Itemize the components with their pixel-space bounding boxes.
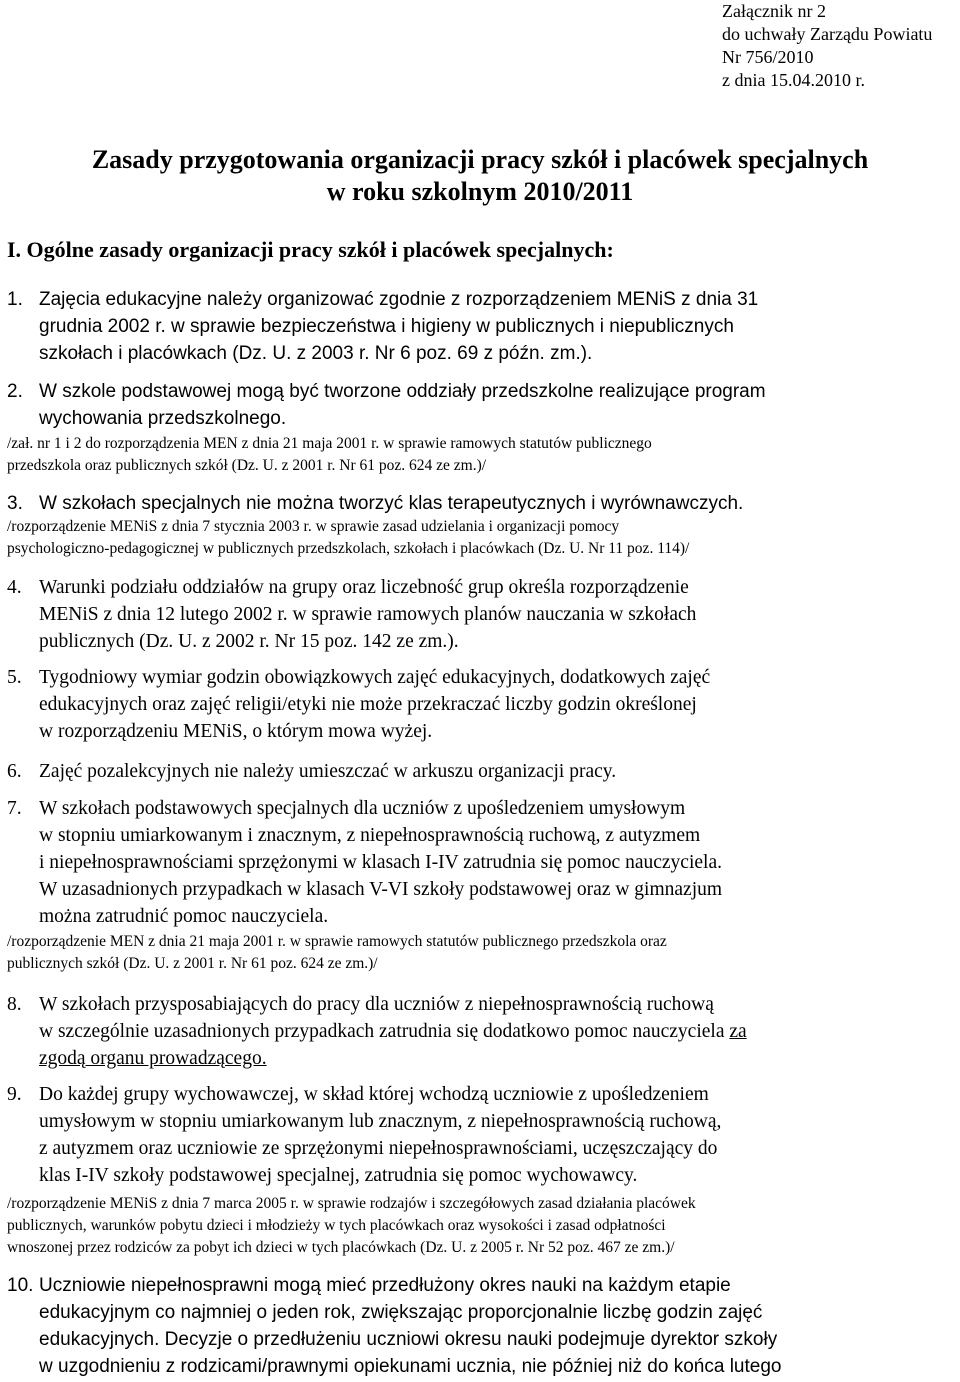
item-line: i niepełnosprawnościami sprzężonymi w klasach I-IV zatrudnia się pomoc nauczyciela.: [39, 852, 722, 873]
list-item-4: [7, 574, 917, 655]
item-line: MENiS z dnia 12 lutego 2002 r. w sprawie ramowych planów nauczania w szkołach: [39, 604, 697, 625]
item-line: publicznych (Dz. U. z 2002 r. Nr 15 poz. 142 ze zm.).: [39, 631, 459, 652]
item-line: można zatrudnić pomoc nauczyciela.: [39, 906, 329, 927]
note-line: psychologiczno-pedagogicznej w publicznych przedszkolach, szkołach i placówkach (Dz. U. Nr 11 poz. 114)/: [7, 540, 690, 557]
item-line: Do każdej grupy wychowawczej, w skład której wchodzą uczniowie z upośledzeniem: [39, 1084, 709, 1105]
header-line: z dnia 15.04.2010 r.: [722, 70, 865, 90]
list-item-1: [7, 286, 917, 367]
item-number: 5.: [7, 667, 22, 688]
item-line: wychowania przedszkolnego.: [39, 408, 287, 429]
item-line: Zajęć pozalekcyjnych nie należy umieszczać w arkuszu organizacji pracy.: [39, 761, 617, 782]
item-line: [39, 1018, 917, 1045]
item-line: szkołach i placówkach (Dz. U. z 2003 r. Nr 6 poz. 69 z późn. zm.).: [39, 343, 593, 364]
note-line: wnoszonej przez rodziców za pobyt ich dzieci w tych placówkach (Dz. U. z 2005 r. Nr 52 poz. 467 ze zm.)/: [7, 1239, 675, 1256]
item-line: w rozporządzeniu MENiS, o którym mowa wyżej.: [39, 721, 433, 742]
item-line: Zajęcia edukacyjne należy organizować zgodnie z rozporządzeniem MENiS z dnia 31: [39, 289, 759, 310]
list-item-8: [7, 991, 917, 1072]
header-line: do uchwały Zarządu Powiatu: [722, 24, 933, 44]
legal-note-9: [7, 1193, 917, 1259]
list-item-2: [7, 378, 917, 432]
item-number: 10.: [7, 1275, 34, 1296]
item-line: klas I-IV szkoły podstawowej specjalnej, zatrudnia się pomoc wychowawcy.: [39, 1165, 638, 1186]
item-number: 6.: [7, 761, 22, 782]
note-line: /rozporządzenie MENiS z dnia 7 marca 2005 r. w sprawie rodzajów i szczegółowych zasad działania placówek: [7, 1195, 696, 1212]
item-number: 8.: [7, 994, 22, 1015]
document-title-line-1: Zasady przygotowania organizacji pracy szkół i placówek specjalnych: [91, 145, 869, 174]
note-line: /zał. nr 1 i 2 do rozporządzenia MEN z dnia 21 maja 2001 r. w sprawie ramowych statutów publicznego: [7, 435, 652, 452]
list-item-5: [7, 664, 917, 745]
document-title-line-2: w roku szkolnym 2010/2011: [326, 177, 634, 206]
item-number: 7.: [7, 798, 22, 819]
header-line: Załącznik nr 2: [722, 1, 826, 21]
item-line: W uzasadnionych przypadkach w klasach V-VI szkoły podstawowej oraz w gimnazjum: [39, 879, 723, 900]
list-item-7: [7, 795, 917, 930]
item-line: Uczniowie niepełnosprawni mogą mieć przedłużony okres nauki na każdym etapie: [39, 1275, 731, 1296]
item-number: 2.: [7, 381, 23, 402]
item-number: 4.: [7, 577, 22, 598]
list-item-10: [7, 1272, 917, 1380]
list-item-6: [7, 758, 917, 785]
item-line: W szkołach podstawowych specjalnych dla uczniów z upośledzeniem umysłowym: [39, 798, 686, 819]
note-line: publicznych szkół (Dz. U. z 2001 r. Nr 61 poz. 624 ze zm.)/: [7, 955, 378, 972]
attachment-header: [722, 0, 954, 92]
item-line: W szkołach specjalnych nie można tworzyć klas terapeutycznych i wyrównawczych.: [39, 493, 744, 514]
item-line: edukacyjnych oraz zajęć religii/etyki nie może przekraczać liczby godzin określonej: [39, 694, 697, 715]
item-line: Warunki podziału oddziałów na grupy oraz liczebność grup określa rozporządzenie: [39, 577, 689, 598]
item-line: edukacyjnym co najmniej o jeden rok, zwiększając proporcjonalnie liczbę godzin zajęć: [39, 1302, 763, 1323]
section-heading: I. Ogólne zasady organizacji pracy szkół i placówek specjalnych:: [7, 237, 614, 262]
item-text: w szczególnie uzasadnionych przypadkach zatrudnia się dodatkowo pomoc nauczyciela: [39, 1021, 725, 1042]
item-line: edukacyjnych. Decyzje o przedłużeniu uczniowi okresu nauki podejmuje dyrektor szkoły: [39, 1329, 778, 1350]
note-line: /rozporządzenie MENiS z dnia 7 stycznia 2003 r. w sprawie zasad udzielania i organizacji pomocy: [7, 518, 620, 535]
note-line: przedszkola oraz publicznych szkół (Dz. U. z 2001 r. Nr 61 poz. 624 ze zm.)/: [7, 457, 487, 474]
legal-note-7: [7, 931, 917, 975]
item-number: 1.: [7, 289, 23, 310]
item-line: zgodą organu prowadzącego.: [39, 1048, 267, 1069]
list-item-3: [7, 490, 917, 517]
note-line: publicznych, warunków pobytu dzieci i młodzieży w tych placówkach oraz wysokości i zasad odpłatności: [7, 1217, 666, 1234]
legal-note-3: [7, 516, 917, 560]
item-line: W szkole podstawowej mogą być tworzone oddziały przedszkolne realizujące program: [39, 381, 766, 402]
header-line: Nr 756/2010: [722, 47, 814, 67]
item-number: 9.: [7, 1084, 22, 1105]
underlined-text: za: [729, 1021, 747, 1042]
item-line: w stopniu umiarkowanym i znacznym, z niepełnosprawnością ruchową, z autyzmem: [39, 825, 701, 846]
legal-note-2: [7, 433, 917, 477]
item-number: 3.: [7, 493, 23, 514]
list-item-9: [7, 1081, 917, 1189]
item-line: umysłowym w stopniu umiarkowanym lub znacznym, z niepełnosprawnością ruchową,: [39, 1111, 722, 1132]
item-line: w uzgodnieniu z rodzicami/prawnymi opiekunami ucznia, nie później niż do końca lutego: [39, 1356, 782, 1377]
item-line: z autyzmem oraz uczniowie ze sprzężonymi niepełnosprawnościami, uczęszczający do: [39, 1138, 718, 1159]
item-line: grudnia 2002 r. w sprawie bezpieczeństwa i higieny w publicznych i niepublicznych: [39, 316, 734, 337]
note-line: /rozporządzenie MEN z dnia 21 maja 2001 r. w sprawie ramowych statutów publicznego przedszkola oraz: [7, 933, 667, 950]
item-line: W szkołach przysposabiających do pracy dla uczniów z niepełnosprawnością ruchową: [39, 994, 714, 1015]
item-line: Tygodniowy wymiar godzin obowiązkowych zajęć edukacyjnych, dodatkowych zajęć: [39, 667, 711, 688]
